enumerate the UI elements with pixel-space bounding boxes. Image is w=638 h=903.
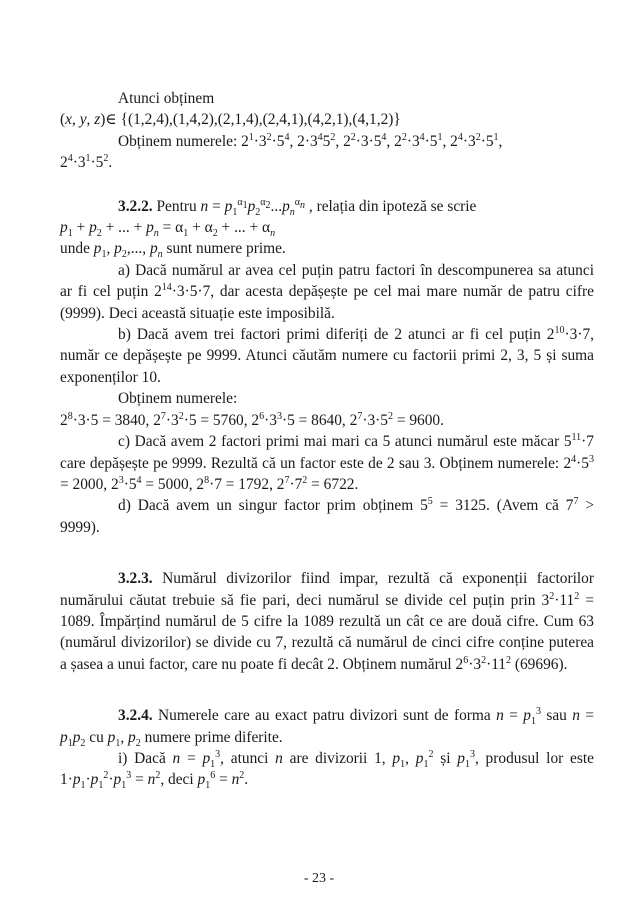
spacer: [60, 675, 594, 705]
paragraph: 3.2.2. Pentru $n = p_1^{\alpha_1}p_2^{\alpha_2}...p_n^{\alpha_n}$ , relația din ipoteză se scrie: [118, 196, 477, 218]
paragraph: 3.2.3. Numărul divizorilor fiind impar, rezultă că exponenții factorilor numărului căutat trebuie să fie pari, deci numărul se divide cel puțin prin $3^2\cdot 11^2 = 1089$. Împărțind numărul de 5 cifre la 1089 rezultă un cât ce are două cifre. Cum 63 (numărul divizorilor) se divide cu 7, rezultă că numărul de cinci cifre conține puterea a șasea a unui factor, care nu poate fi decât 2. Obținem numărul $2^6\cdot 3^2\cdot 11^2$ (69696).: [60, 570, 595, 673]
paragraph: Obținem numerele: $2^1\cdot 3^2\cdot 5^4$, $2\cdot 3^45^2$, $2^2\cdot 3\cdot 5^4$, $2^2\cdot 3^4\cdot 5^1$, $2^4\cdot 3^2\cdot 5^1$,: [118, 131, 503, 150]
paragraph: $2^8\cdot 3\cdot 5 = 3840$, $2^7\cdot 3^2\cdot 5 = 5760$, $2^6\cdot 3^3\cdot 5 = 8640$, $2^7\cdot 3\cdot 5^2 = 9600$.: [60, 410, 444, 429]
paragraph: Obținem numerele:: [118, 390, 238, 408]
paragraph: b) Dacă avem trei factori primi diferiți de 2 atunci ar fi cel puțin $2^{10}\cdot 3\cdot 7$, număr ce depășește pe 9999. Atunci căutăm numere cu factorii primi 2, 3, 5 și suma exponenților 10.: [60, 324, 594, 386]
spacer: [60, 174, 594, 196]
paragraph: $p_1 + p_2$ + ... + $p_n = \alpha_1 + \alpha_2$ + ... + $\alpha_n$: [60, 219, 276, 240]
paragraph: (x, y, z)∈ {(1,2,4),(1,4,2),(2,1,4),(2,4,1),(4,2,1),(4,1,2)}: [60, 111, 401, 129]
paragraph: c) Dacă avem 2 factori primi mai mari ca 5 atunci numărul este măcar $5^{11}\cdot 7$ care depășește pe 9999. Rezultă că un factor este de 2 sau 3. Obținem numerele: $2^4\cdot 5^3 = 2000$, $2^3\cdot 5^4 = 5000$, $2^8\cdot 7 = 1792$, $2^7\cdot 7^2 = 6722$.: [60, 431, 594, 493]
paragraph: Atunci obținem: [118, 90, 215, 107]
paragraph: a) Dacă numărul ar avea cel puțin patru factori în descompunerea sa atunci ar fi cel puțin $2^{14}\cdot 3\cdot 5\cdot 7$, dar acesta depășește pe cel mai mare număr de patru cifre (9999). Deci această situație este imposibilă.: [60, 261, 594, 322]
paragraph: $2^4\cdot 3^1\cdot 5^2$.: [60, 153, 113, 172]
paragraph: d) Dacă avem un singur factor prim obținem $5^5 = 3125$. (Avem că $7^7 > 9999$).: [60, 496, 594, 536]
paragraph: i) Dacă $n = p_1^3$, atunci n are divizorii 1, $p_1$, $p_1^2$ și $p_1^3$, produsul lor este $1\cdot p_1\cdot p_1^2\cdot p_1^3 = n^2$, deci $p_1^6 = n^2$.: [60, 748, 594, 792]
paragraph: 3.2.4. Numerele care au exact patru divizori sunt de forma $n = p_1^3$ sau $n = p_1p_2$ cu $p_1$, $p_2$ numere prime diferite.: [60, 706, 594, 749]
page-number: - 23 -: [303, 871, 335, 886]
spacer: [60, 538, 594, 568]
paragraph: unde $p_1$, $p_2$,..., $p_n$ sunt numere prime.: [60, 240, 286, 261]
page-content: [60, 88, 594, 791]
